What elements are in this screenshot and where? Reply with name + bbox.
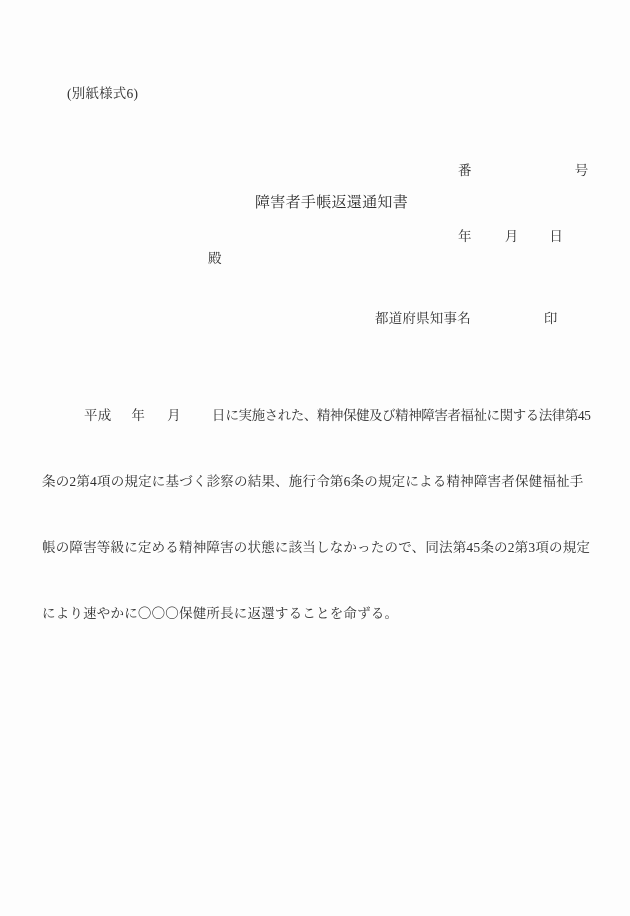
body-line-3: 帳の障害等級に定める精神障害の状態に該当しなかったので、同法第45条の2第3項の規定 [42,540,591,555]
blank-day-field-body [181,418,212,420]
issuer-line [375,309,558,329]
form-style-label: (別紙様式6) [67,86,139,101]
issuer-name-label: 都道府県知事名 [375,311,471,326]
paragraph-indent [42,418,84,420]
body-line-4: により速やかに〇〇〇保健所長に返還することを命ずる。 [42,606,399,621]
blank-year-field [111,418,131,420]
blank-document-number-field [472,173,575,175]
blank-month-field-body [145,418,167,420]
document-number-row [458,160,588,182]
body-line-1 [42,405,612,427]
day-label: 日 [549,229,564,244]
blank-month-field [472,239,505,241]
month-label: 月 [504,229,519,244]
year-label: 年 [458,229,472,244]
seal-label: 印 [543,311,558,326]
document-number-block [458,116,588,292]
number-prefix-label: 番 [458,163,472,178]
body-line-1-text: に実施された、精神保健及び精神障害者福祉に関する法律第45 [225,408,591,423]
document-title: 障害者手帳返還通知書 [255,195,409,211]
blank-day-field [518,239,549,241]
blank-seal-space [471,321,544,323]
body-month-label: 月 [167,408,181,423]
body-paragraph [42,361,612,669]
addressee-honorific: 殿 [208,251,222,266]
body-day-label: 日 [211,408,226,423]
number-suffix-label: 号 [574,163,589,178]
era-label: 平成 [84,408,112,423]
body-year-label: 年 [131,408,146,423]
body-line-2: 条の2第4項の規定に基づく診察の結果、施行令第6条の規定による精神障害者保健福祉手 [42,474,584,489]
date-row [458,226,588,248]
